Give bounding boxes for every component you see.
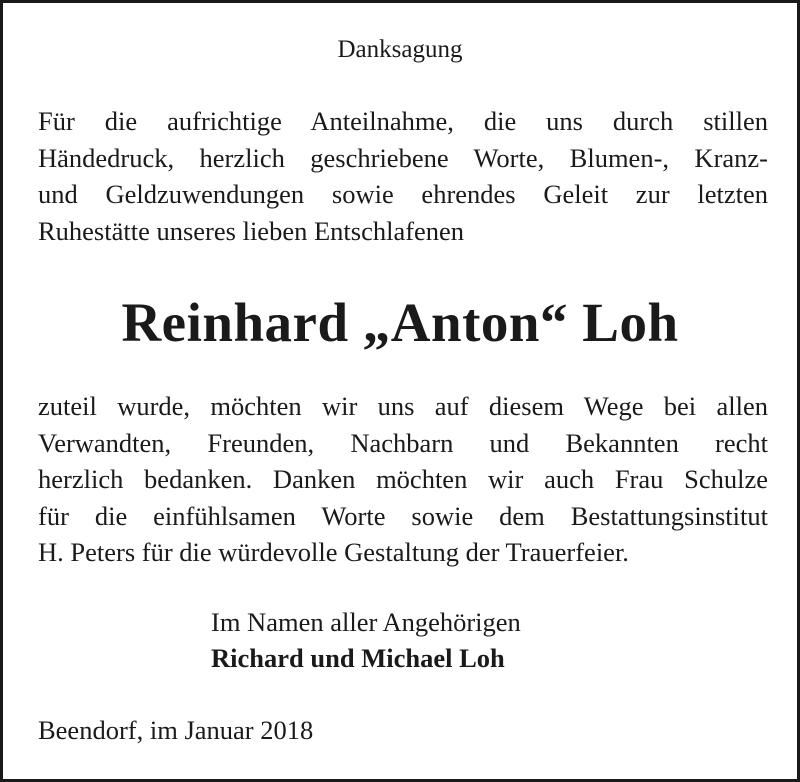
intro-line: Ruhestätte unseres lieben Entschlafenen bbox=[38, 215, 465, 246]
place-date: Beendorf, im Januar 2018 bbox=[38, 715, 314, 745]
body-line: herzlich bedanken. Danken möchten wir auch Frau Schulze bbox=[38, 464, 768, 494]
notice-heading: Danksagung bbox=[337, 36, 463, 63]
body-paragraph bbox=[38, 388, 768, 571]
signoff-names: Richard und Michael Loh bbox=[211, 643, 505, 673]
body-line: H. Peters für die würdevolle Gestaltung der Trauerfeier. bbox=[38, 537, 629, 567]
intro-line: und Geldzuwendungen sowie ehrendes Geleit zur letzten bbox=[38, 179, 768, 209]
deceased-name: Reinhard „Anton“ Loh bbox=[121, 292, 679, 353]
intro-line: Händedruck, herzlich geschriebene Worte, Blumen-, Kranz- bbox=[38, 142, 768, 173]
body-line: Verwandten, Freunden, Nachbarn und Bekannten recht bbox=[38, 427, 768, 458]
body-line: für die einfühlsamen Worte sowie dem Bestattungsinstitut bbox=[38, 500, 768, 531]
signoff-intro: Im Namen aller Angehörigen bbox=[211, 607, 521, 637]
body-line: zuteil wurde, möchten wir uns auf diesem Wege bei allen bbox=[38, 391, 768, 421]
intro-paragraph bbox=[38, 103, 768, 249]
signoff-block bbox=[211, 604, 521, 676]
intro-line: Für die aufrichtige Anteilnahme, die uns durch stillen bbox=[38, 106, 768, 136]
